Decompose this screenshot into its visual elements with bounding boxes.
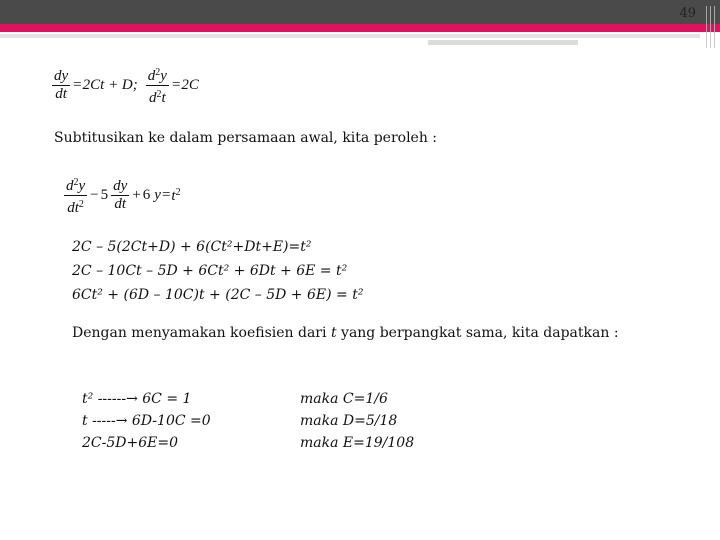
divider-line-short bbox=[428, 40, 578, 45]
t-symbol: t bbox=[171, 187, 176, 204]
paragraph-text-start: Dengan menyamakan koefisien dari bbox=[72, 325, 331, 341]
result-line-1: maka C=1/6 bbox=[300, 391, 388, 407]
equation-line-2: 2C – 10Ct – 5D + 6Ct² + 6Dt + 6E = t² bbox=[72, 263, 348, 279]
fraction-dy-dt bbox=[111, 178, 129, 213]
denominator: dt bbox=[114, 196, 127, 212]
denominator bbox=[147, 86, 168, 107]
condition-equation: 6C = 1 bbox=[137, 391, 192, 407]
y-symbol: y bbox=[160, 68, 167, 84]
coefficient-paragraph bbox=[72, 322, 692, 344]
result-line-2: maka D=5/18 bbox=[300, 413, 398, 429]
condition-line-1 bbox=[82, 388, 191, 410]
intro-text: Subtitusikan ke dalam persamaan awal, kita peroleh : bbox=[54, 130, 438, 146]
numerator: dy bbox=[113, 178, 128, 194]
numerator bbox=[64, 174, 87, 196]
numerator bbox=[146, 64, 169, 86]
dt-symbol: dt bbox=[67, 200, 79, 216]
condition-line-3 bbox=[82, 432, 178, 454]
exponent: 2 bbox=[78, 199, 84, 210]
numerator: dy bbox=[54, 68, 69, 84]
arrow-right-icon: → bbox=[115, 413, 128, 429]
equation-line-3: 6Ct² + (6D – 10C)t + (2C – 5D + 6E) = t² bbox=[72, 287, 364, 303]
equation-line-1: 2C – 5(2Ct+D) + 6(Ct²+Dt+E)=t² bbox=[72, 239, 312, 255]
t-symbol: t bbox=[161, 90, 166, 106]
coefficient-5: 5 bbox=[100, 187, 109, 203]
condition-term: t ----- bbox=[82, 413, 116, 429]
equals-sign: = bbox=[161, 187, 171, 203]
denominator: dt bbox=[55, 86, 67, 102]
fraction-dy-dt bbox=[52, 68, 70, 103]
fraction-d2y-dt2 bbox=[64, 174, 87, 217]
result-line-3: maka E=19/108 bbox=[300, 435, 415, 451]
condition-line-2 bbox=[82, 410, 211, 432]
divider-line bbox=[0, 34, 700, 38]
exponent: 2 bbox=[73, 177, 79, 188]
denominator bbox=[65, 196, 86, 217]
paragraph-text-end: yang berpangkat sama, kita dapatkan : bbox=[336, 325, 619, 341]
condition-equation: 6D-10C =0 bbox=[127, 413, 211, 429]
d-symbol: d bbox=[66, 178, 74, 194]
first-derivative-value: 2Ct + D; bbox=[82, 77, 138, 93]
derivative-formula bbox=[50, 64, 199, 107]
decorative-lines bbox=[706, 6, 718, 48]
t-squared bbox=[171, 187, 180, 205]
plus-sign: + bbox=[132, 187, 141, 203]
page-number: 49 bbox=[679, 6, 696, 21]
coefficient-6: 6 bbox=[142, 187, 151, 203]
paragraph-variable: t bbox=[330, 325, 337, 341]
condition-equation: 2C-5D+6E=0 bbox=[82, 435, 178, 451]
exponent: 2 bbox=[155, 67, 161, 78]
y-symbol: y bbox=[154, 187, 161, 203]
minus-sign: − bbox=[90, 187, 99, 203]
exponent: 2 bbox=[175, 186, 181, 198]
arrow-right-icon: → bbox=[126, 391, 138, 407]
d-symbol: d bbox=[149, 90, 157, 106]
exponent: 2 bbox=[156, 89, 162, 100]
accent-bar bbox=[0, 24, 720, 32]
fraction-d2y-d2t bbox=[146, 64, 169, 107]
condition-term: t² ------ bbox=[82, 391, 127, 407]
differential-equation bbox=[62, 174, 181, 217]
header-bar bbox=[0, 0, 720, 24]
equals-sign: = bbox=[171, 77, 181, 93]
second-derivative-value: 2C bbox=[181, 77, 199, 93]
equals-sign: = bbox=[73, 77, 82, 93]
d-symbol: d bbox=[147, 68, 156, 84]
y-symbol: y bbox=[78, 178, 86, 194]
